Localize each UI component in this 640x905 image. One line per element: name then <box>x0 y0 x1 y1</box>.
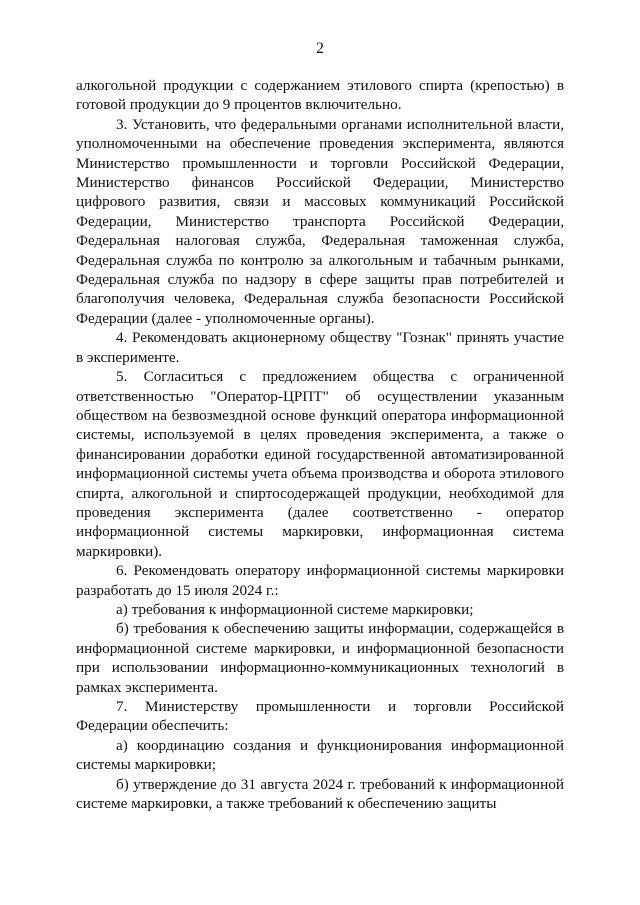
paragraph-continuation: алкогольной продукции с содержанием этилового спирта (крепостью) в готовой продукции до 9 процентов включительно. <box>76 77 564 114</box>
paragraph-item-3: 3. Установить, что федеральными органами исполнительной власти, уполномоченными на обеспечение проведения эксперимента, являются Министерство промышленности и торговли Российской Федерации, Министерство финансов Российской Федерации, Министерство цифрового развития, связи и массовых коммуникаций Российской Федерации, Министерство транспорта Российской Федерации, Федеральная налоговая служба, Федеральная таможенная служба, Федеральная служба по контролю за алкогольным и табачным рынками, Федеральная служба по надзору в сфере защиты прав потребителей и благополучия человека, Федеральная служба безопасности Российской Федерации (далее - уполномоченные органы). <box>76 115 564 327</box>
paragraph-item-7: 7. Министерству промышленности и торговли Российской Федерации обеспечить: <box>76 698 564 735</box>
paragraph-item-6a: а) требования к информационной системе маркировки; <box>116 600 474 618</box>
paragraph-item-7b: б) утверждение до 31 августа 2024 г. требований к информационной системе маркировки, а также требований к обеспечению защиты <box>76 775 564 813</box>
paragraph-item-7a: а) координацию создания и функционирования информационной системы маркировки; <box>76 736 564 774</box>
paragraph-item-6b: б) требования к обеспечению защиты информации, содержащейся в информационной системе маркировки, и информационной безопасности при использовании информационно-коммуникационных технологий в рамках эксперимента. <box>76 620 564 696</box>
document-body <box>76 76 564 813</box>
page-number: 2 <box>316 40 324 57</box>
paragraph-item-6: 6. Рекомендовать оператору информационной системы маркировки разработать до 15 июля 2024 г.: <box>76 562 564 599</box>
paragraph-item-5: 5. Согласиться с предложением общества с ограниченной ответственностью "Оператор-ЦРПТ" об осуществлении указанным обществом на безвозмездной основе функций оператора информационной системы, используемой в целях проведения эксперимента, а также о финансировании доработки единой государственной автоматизированной информационной системы учета объема производства и оборота этилового спирта, алкогольной и спиртосодержащей продукции, необходимой для проведения эксперимента (далее соответственно - оператор информационной системы маркировки, информационная система маркировки). <box>76 368 564 560</box>
paragraph-item-4: 4. Рекомендовать акционерному обществу "Гознак" принять участие в эксперименте. <box>76 329 564 366</box>
